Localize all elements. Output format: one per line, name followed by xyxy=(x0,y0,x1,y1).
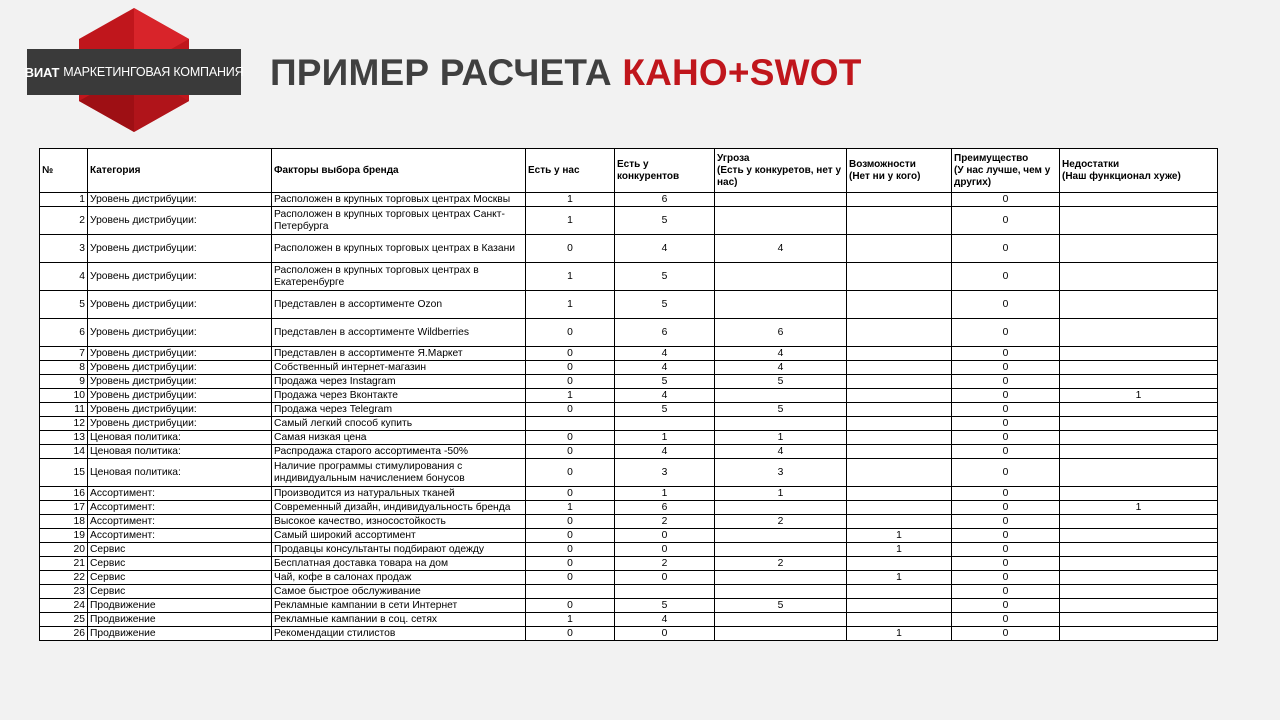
table-row xyxy=(40,417,1218,431)
cell-threat: 2 xyxy=(715,557,847,571)
cell-advantage: 0 xyxy=(952,501,1060,515)
cell-threat xyxy=(715,389,847,403)
header-competitors: Есть у конкурентов xyxy=(615,149,715,193)
cell-num: 1 xyxy=(40,193,88,207)
cell-threat: 4 xyxy=(715,361,847,375)
cell-weakness xyxy=(1060,347,1218,361)
cell-category: Уровень дистрибуции: xyxy=(88,375,272,389)
table-row xyxy=(40,403,1218,417)
cell-factor: Самый широкий ассортимент xyxy=(272,529,526,543)
cell-category: Уровень дистрибуции: xyxy=(88,235,272,263)
cell-threat xyxy=(715,543,847,557)
cell-us: 0 xyxy=(526,347,615,361)
cell-us: 0 xyxy=(526,431,615,445)
cell-num: 14 xyxy=(40,445,88,459)
cell-opportunity xyxy=(847,319,952,347)
cell-num: 6 xyxy=(40,319,88,347)
cell-category: Продвижение xyxy=(88,599,272,613)
cell-weakness xyxy=(1060,613,1218,627)
cell-competitors: 4 xyxy=(615,361,715,375)
cell-threat: 4 xyxy=(715,235,847,263)
cell-opportunity xyxy=(847,613,952,627)
table-row xyxy=(40,431,1218,445)
cell-competitors: 4 xyxy=(615,235,715,263)
cell-factor: Производится из натуральных тканей xyxy=(272,487,526,501)
cell-competitors: 0 xyxy=(615,543,715,557)
cell-advantage: 0 xyxy=(952,627,1060,641)
cell-num: 17 xyxy=(40,501,88,515)
cell-advantage: 0 xyxy=(952,417,1060,431)
cell-opportunity xyxy=(847,375,952,389)
cell-competitors: 5 xyxy=(615,207,715,235)
cell-us: 0 xyxy=(526,319,615,347)
company-logo xyxy=(24,8,244,132)
cell-category: Уровень дистрибуции: xyxy=(88,389,272,403)
cell-opportunity xyxy=(847,207,952,235)
cell-threat: 6 xyxy=(715,319,847,347)
cell-competitors: 3 xyxy=(615,459,715,487)
cell-advantage: 0 xyxy=(952,599,1060,613)
cell-threat: 3 xyxy=(715,459,847,487)
cell-us: 1 xyxy=(526,263,615,291)
cell-category: Уровень дистрибуции: xyxy=(88,263,272,291)
table-row xyxy=(40,543,1218,557)
table-row xyxy=(40,627,1218,641)
table-row xyxy=(40,263,1218,291)
cell-category: Уровень дистрибуции: xyxy=(88,417,272,431)
cell-opportunity xyxy=(847,389,952,403)
cell-category: Уровень дистрибуции: xyxy=(88,319,272,347)
cell-threat: 1 xyxy=(715,487,847,501)
cell-competitors: 5 xyxy=(615,599,715,613)
cell-weakness xyxy=(1060,193,1218,207)
cell-opportunity xyxy=(847,403,952,417)
cell-opportunity: 1 xyxy=(847,627,952,641)
cell-advantage: 0 xyxy=(952,403,1060,417)
cell-threat xyxy=(715,291,847,319)
table-row xyxy=(40,207,1218,235)
table-row xyxy=(40,613,1218,627)
table-body xyxy=(40,193,1218,641)
title-accent: КАНО+SWOT xyxy=(622,52,862,93)
table-row xyxy=(40,389,1218,403)
table-row xyxy=(40,557,1218,571)
table-row xyxy=(40,515,1218,529)
table-row xyxy=(40,529,1218,543)
cell-advantage: 0 xyxy=(952,459,1060,487)
cell-advantage: 0 xyxy=(952,543,1060,557)
cell-factor: Самый легкий способ купить xyxy=(272,417,526,431)
cell-weakness xyxy=(1060,585,1218,599)
cell-us xyxy=(526,417,615,431)
cell-opportunity xyxy=(847,501,952,515)
cell-us: 0 xyxy=(526,375,615,389)
cell-factor: Рекламные кампании в соц. сетях xyxy=(272,613,526,627)
cell-us: 0 xyxy=(526,403,615,417)
cell-advantage: 0 xyxy=(952,431,1060,445)
cell-weakness xyxy=(1060,403,1218,417)
cell-category: Ассортимент: xyxy=(88,529,272,543)
cell-num: 15 xyxy=(40,459,88,487)
cell-num: 12 xyxy=(40,417,88,431)
cell-factor: Высокое качество, износостойкость xyxy=(272,515,526,529)
table-row xyxy=(40,361,1218,375)
cell-num: 18 xyxy=(40,515,88,529)
cell-weakness xyxy=(1060,515,1218,529)
cell-threat xyxy=(715,627,847,641)
cell-weakness xyxy=(1060,571,1218,585)
cell-threat xyxy=(715,529,847,543)
cell-category: Ассортимент: xyxy=(88,501,272,515)
cell-competitors xyxy=(615,585,715,599)
cell-us: 0 xyxy=(526,361,615,375)
cell-factor: Представлен в ассортименте Ozon xyxy=(272,291,526,319)
cell-weakness xyxy=(1060,319,1218,347)
cell-advantage: 0 xyxy=(952,263,1060,291)
header-weakness: Недостатки (Наш функционал хуже) xyxy=(1060,149,1218,193)
cell-competitors: 1 xyxy=(615,487,715,501)
cell-opportunity xyxy=(847,263,952,291)
cell-competitors: 5 xyxy=(615,263,715,291)
cell-us: 0 xyxy=(526,627,615,641)
cell-factor: Продажа через Telegram xyxy=(272,403,526,417)
cell-advantage: 0 xyxy=(952,571,1060,585)
cell-category: Уровень дистрибуции: xyxy=(88,193,272,207)
cell-category: Сервис xyxy=(88,543,272,557)
cell-advantage: 0 xyxy=(952,585,1060,599)
cell-factor: Чай, кофе в салонах продаж xyxy=(272,571,526,585)
cell-num: 2 xyxy=(40,207,88,235)
cell-us: 1 xyxy=(526,207,615,235)
cell-competitors: 5 xyxy=(615,375,715,389)
cell-advantage: 0 xyxy=(952,291,1060,319)
cell-advantage: 0 xyxy=(952,487,1060,501)
cell-factor: Расположен в крупных торговых центрах в Екатеренбурге xyxy=(272,263,526,291)
cell-us: 0 xyxy=(526,445,615,459)
cell-us: 0 xyxy=(526,543,615,557)
cell-category: Уровень дистрибуции: xyxy=(88,347,272,361)
cell-num: 25 xyxy=(40,613,88,627)
cell-weakness xyxy=(1060,235,1218,263)
cell-num: 16 xyxy=(40,487,88,501)
cell-factor: Представлен в ассортименте Я.Маркет xyxy=(272,347,526,361)
cell-category: Ценовая политика: xyxy=(88,445,272,459)
cell-category: Продвижение xyxy=(88,613,272,627)
cell-factor: Современный дизайн, индивидуальность бренда xyxy=(272,501,526,515)
cell-threat xyxy=(715,585,847,599)
cell-us: 0 xyxy=(526,557,615,571)
table-row xyxy=(40,571,1218,585)
cell-opportunity xyxy=(847,515,952,529)
cell-us: 0 xyxy=(526,459,615,487)
cell-factor: Наличие программы стимулирования с индивидуальным начислением бонусов xyxy=(272,459,526,487)
cell-factor: Самое быстрое обслуживание xyxy=(272,585,526,599)
cell-us: 0 xyxy=(526,487,615,501)
cell-weakness xyxy=(1060,543,1218,557)
cell-advantage: 0 xyxy=(952,207,1060,235)
cell-num: 11 xyxy=(40,403,88,417)
cell-us: 0 xyxy=(526,515,615,529)
cell-weakness xyxy=(1060,599,1218,613)
cell-us: 0 xyxy=(526,599,615,613)
cell-factor: Расположен в крупных торговых центрах Москвы xyxy=(272,193,526,207)
cell-advantage: 0 xyxy=(952,319,1060,347)
cell-category: Ценовая политика: xyxy=(88,431,272,445)
cell-us xyxy=(526,585,615,599)
cell-category: Уровень дистрибуции: xyxy=(88,361,272,375)
table-row xyxy=(40,501,1218,515)
cell-opportunity xyxy=(847,347,952,361)
header-factor: Факторы выбора бренда xyxy=(272,149,526,193)
cell-category: Ценовая политика: xyxy=(88,459,272,487)
cell-competitors: 6 xyxy=(615,193,715,207)
cell-advantage: 0 xyxy=(952,193,1060,207)
cell-us: 1 xyxy=(526,613,615,627)
cell-competitors xyxy=(615,417,715,431)
table-row xyxy=(40,291,1218,319)
cell-advantage: 0 xyxy=(952,613,1060,627)
cell-competitors: 2 xyxy=(615,557,715,571)
cell-competitors: 0 xyxy=(615,571,715,585)
cell-num: 20 xyxy=(40,543,88,557)
cell-category: Уровень дистрибуции: xyxy=(88,207,272,235)
cell-factor: Продажа через Instagram xyxy=(272,375,526,389)
cell-opportunity xyxy=(847,361,952,375)
cell-weakness xyxy=(1060,445,1218,459)
cell-factor: Рекомендации стилистов xyxy=(272,627,526,641)
cell-factor: Продажа через Вконтакте xyxy=(272,389,526,403)
cell-threat: 5 xyxy=(715,375,847,389)
cell-us: 1 xyxy=(526,291,615,319)
header-num: № xyxy=(40,149,88,193)
cell-num: 24 xyxy=(40,599,88,613)
cell-threat: 1 xyxy=(715,431,847,445)
cell-opportunity xyxy=(847,431,952,445)
cell-us: 1 xyxy=(526,193,615,207)
cell-competitors: 0 xyxy=(615,627,715,641)
cell-factor: Собственный интернет-магазин xyxy=(272,361,526,375)
cell-competitors: 4 xyxy=(615,389,715,403)
cell-advantage: 0 xyxy=(952,389,1060,403)
cell-threat xyxy=(715,417,847,431)
cell-weakness xyxy=(1060,263,1218,291)
cell-opportunity xyxy=(847,445,952,459)
cell-category: Ассортимент: xyxy=(88,515,272,529)
logo-brand: ВИАТ xyxy=(24,64,60,80)
cell-num: 21 xyxy=(40,557,88,571)
table-row xyxy=(40,193,1218,207)
title-main: ПРИМЕР РАСЧЕТА xyxy=(270,52,612,93)
cell-competitors: 4 xyxy=(615,347,715,361)
cell-factor: Расположен в крупных торговых центрах в Казани xyxy=(272,235,526,263)
header-opportunity: Возможности (Нет ни у кого) xyxy=(847,149,952,193)
cell-factor: Расположен в крупных торговых центрах Санкт-Петербурга xyxy=(272,207,526,235)
cell-num: 4 xyxy=(40,263,88,291)
cell-category: Сервис xyxy=(88,585,272,599)
cell-us: 1 xyxy=(526,501,615,515)
header-category: Категория xyxy=(88,149,272,193)
cell-weakness xyxy=(1060,487,1218,501)
header-advantage: Преимущество (У нас лучше, чем у других) xyxy=(952,149,1060,193)
cell-threat xyxy=(715,193,847,207)
cell-weakness xyxy=(1060,529,1218,543)
cell-factor: Представлен в ассортименте Wildberries xyxy=(272,319,526,347)
cell-opportunity: 1 xyxy=(847,571,952,585)
cell-weakness xyxy=(1060,291,1218,319)
cell-num: 9 xyxy=(40,375,88,389)
header-us: Есть у нас xyxy=(526,149,615,193)
cell-competitors: 1 xyxy=(615,431,715,445)
cell-threat: 4 xyxy=(715,347,847,361)
cell-num: 26 xyxy=(40,627,88,641)
page-title xyxy=(270,52,862,94)
table-row xyxy=(40,235,1218,263)
cell-us: 0 xyxy=(526,235,615,263)
cell-advantage: 0 xyxy=(952,375,1060,389)
cell-opportunity: 1 xyxy=(847,529,952,543)
cell-competitors: 5 xyxy=(615,291,715,319)
cell-us: 0 xyxy=(526,529,615,543)
cell-competitors: 4 xyxy=(615,613,715,627)
cell-threat: 4 xyxy=(715,445,847,459)
cell-num: 3 xyxy=(40,235,88,263)
cell-opportunity: 1 xyxy=(847,543,952,557)
cell-competitors: 2 xyxy=(615,515,715,529)
table-row xyxy=(40,459,1218,487)
cell-category: Уровень дистрибуции: xyxy=(88,291,272,319)
cell-num: 10 xyxy=(40,389,88,403)
cell-num: 5 xyxy=(40,291,88,319)
cell-advantage: 0 xyxy=(952,529,1060,543)
cell-num: 7 xyxy=(40,347,88,361)
table-row xyxy=(40,585,1218,599)
cell-advantage: 0 xyxy=(952,515,1060,529)
logo-company: МАРКЕТИНГОВАЯ КОМПАНИЯ xyxy=(63,65,244,79)
cell-us: 1 xyxy=(526,389,615,403)
cell-threat xyxy=(715,613,847,627)
cell-competitors: 5 xyxy=(615,403,715,417)
cell-opportunity xyxy=(847,235,952,263)
cell-num: 22 xyxy=(40,571,88,585)
cell-advantage: 0 xyxy=(952,347,1060,361)
cell-weakness xyxy=(1060,417,1218,431)
cell-opportunity xyxy=(847,557,952,571)
cell-threat xyxy=(715,207,847,235)
cell-threat xyxy=(715,263,847,291)
cell-opportunity xyxy=(847,599,952,613)
cell-opportunity xyxy=(847,417,952,431)
logo-text-bar xyxy=(24,49,244,95)
table-row xyxy=(40,375,1218,389)
cell-us: 0 xyxy=(526,571,615,585)
cell-competitors: 0 xyxy=(615,529,715,543)
cell-factor: Рекламные кампании в сети Интернет xyxy=(272,599,526,613)
cell-weakness xyxy=(1060,557,1218,571)
cell-opportunity xyxy=(847,291,952,319)
cell-weakness xyxy=(1060,459,1218,487)
cell-threat: 5 xyxy=(715,599,847,613)
cell-factor: Бесплатная доставка товара на дом xyxy=(272,557,526,571)
cell-weakness: 1 xyxy=(1060,501,1218,515)
cell-advantage: 0 xyxy=(952,445,1060,459)
cell-factor: Продавцы консультанты подбирают одежду xyxy=(272,543,526,557)
cell-opportunity xyxy=(847,585,952,599)
cell-opportunity xyxy=(847,487,952,501)
cell-advantage: 0 xyxy=(952,235,1060,263)
cell-factor: Распродажа старого ассортимента -50% xyxy=(272,445,526,459)
table-row xyxy=(40,487,1218,501)
cell-weakness: 1 xyxy=(1060,389,1218,403)
table-row xyxy=(40,599,1218,613)
cell-weakness xyxy=(1060,361,1218,375)
cell-num: 8 xyxy=(40,361,88,375)
table-row xyxy=(40,319,1218,347)
cell-opportunity xyxy=(847,459,952,487)
header-threat: Угроза (Есть у конкуретов, нет у нас) xyxy=(715,149,847,193)
table-row xyxy=(40,347,1218,361)
cell-threat: 2 xyxy=(715,515,847,529)
kano-swot-table xyxy=(39,148,1218,641)
cell-weakness xyxy=(1060,627,1218,641)
cell-category: Сервис xyxy=(88,571,272,585)
cell-threat: 5 xyxy=(715,403,847,417)
cell-category: Уровень дистрибуции: xyxy=(88,403,272,417)
cell-opportunity xyxy=(847,193,952,207)
cell-competitors: 4 xyxy=(615,445,715,459)
cell-category: Продвижение xyxy=(88,627,272,641)
cell-advantage: 0 xyxy=(952,557,1060,571)
cell-advantage: 0 xyxy=(952,361,1060,375)
cell-threat xyxy=(715,501,847,515)
cell-num: 13 xyxy=(40,431,88,445)
cell-factor: Самая низкая цена xyxy=(272,431,526,445)
cell-weakness xyxy=(1060,207,1218,235)
cell-threat xyxy=(715,571,847,585)
cell-weakness xyxy=(1060,375,1218,389)
cell-competitors: 6 xyxy=(615,501,715,515)
table-row xyxy=(40,445,1218,459)
cell-category: Сервис xyxy=(88,557,272,571)
cell-competitors: 6 xyxy=(615,319,715,347)
cell-category: Ассортимент: xyxy=(88,487,272,501)
cell-num: 23 xyxy=(40,585,88,599)
cell-weakness xyxy=(1060,431,1218,445)
table-header-row xyxy=(40,149,1218,193)
cell-num: 19 xyxy=(40,529,88,543)
